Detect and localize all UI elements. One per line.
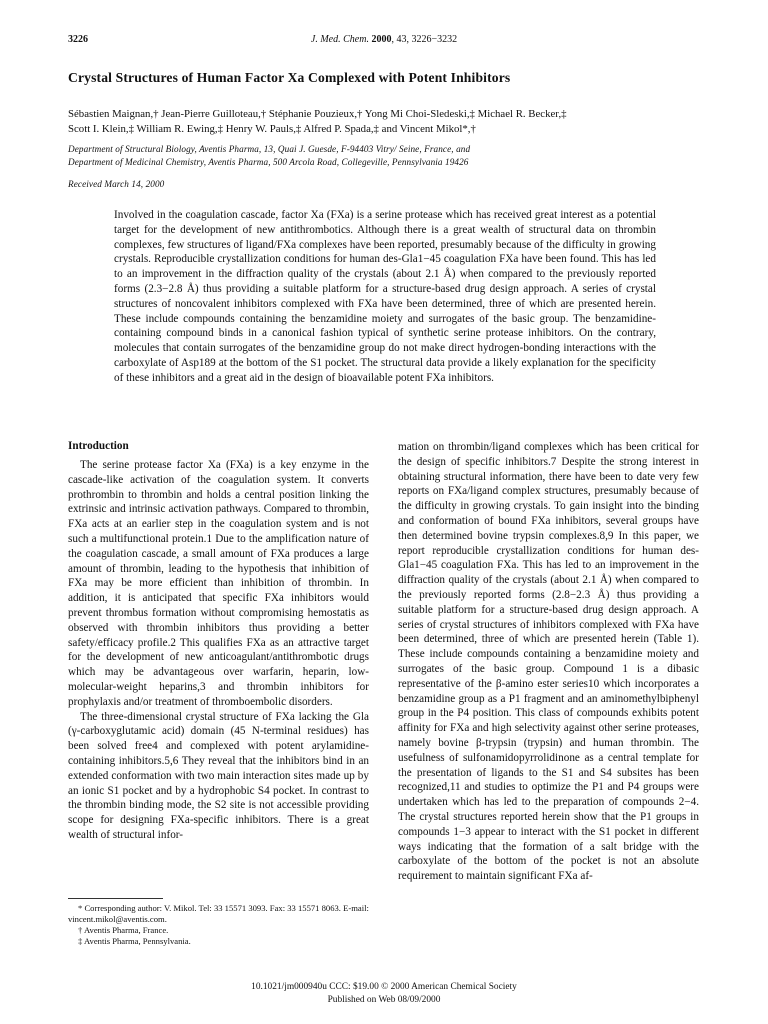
journal-citation bbox=[0, 34, 768, 45]
left-column bbox=[68, 458, 369, 843]
author-list bbox=[68, 107, 708, 136]
affiliation-line: Department of Structural Biology, Aventis Pharma, 13, Quai J. Guesde, F-94403 Vitry/ Seine, France, and bbox=[68, 144, 471, 154]
author-line: Scott I. Klein,‡ William R. Ewing,‡ Henry W. Pauls,‡ Alfred P. Spada,‡ and Vincent Mikol*,† bbox=[68, 122, 476, 135]
paragraph: The three-dimensional crystal structure of FXa lacking the Gla (γ-carboxyglutamic acid) domain (45 N-terminal residues) has been solved free4 and complexed with potent arylamidine-containing inhibitors.5,6 They reveal that the inhibitors bind in an extended conformation with two main interaction sites made up by an ionic S1 pocket and by a hydrophobic S4 pocket. In contrast to the thrombin binding mode, the S2 site is not accessible providing scope for designing FXa-specific inhibitors. There is a great wealth of structural infor- bbox=[68, 710, 369, 841]
paragraph: The serine protease factor Xa (FXa) is a key enzyme in the cascade-like activation of the coagulation system. It converts prothrombin to thrombin and holds a central position linking the extrinsic and intrinsic activation pathways. Compared to thrombin, FXa acts at an earlier step in the coagulation system and is not such a multifunctional protein.1 Due to the amplification nature of the coagulation cascade, a small amount of FXa produces a large amount of thrombin, leading to the hypothesis that inhibition of FXa may be more efficient than inhibition of thrombin. In addition, it is anticipated that specific FXa inhibitors would prevent thrombus formation without compromising hemostatis as observed with thrombin inhibitors thus providing a better safety/efficacy profile.2 This qualifies FXa as an attractive target for the development of new anticoagulant/antithrombotic drugs which may be advantageous over warfarin, heparin, low-molecular-weight heparins,3 and thrombin inhibitors for prophylaxis and/or treatment of thromboembolic disorders. bbox=[68, 459, 369, 708]
footnotes bbox=[68, 903, 369, 947]
journal-volume-pages: , 43, 3226−3232 bbox=[391, 34, 458, 45]
page-number: 3226 bbox=[68, 34, 88, 45]
right-column bbox=[398, 440, 699, 884]
footnote-corresponding: * Corresponding author: V. Mikol. Tel: 33 15571 3093. Fax: 33 15571 8063. E-mail: vincent.mikol@aventis.com. bbox=[68, 903, 369, 924]
paper-title: Crystal Structures of Human Factor Xa Complexed with Potent Inhibitors bbox=[68, 70, 511, 85]
author-line: Sébastien Maignan,† Jean-Pierre Guilloteau,† Stéphanie Pouzieux,† Yong Mi Choi-Sledeski,‡ Michael R. Becker,‡ bbox=[68, 108, 567, 120]
section-heading-introduction: Introduction bbox=[68, 440, 129, 452]
paragraph: mation on thrombin/ligand complexes which has been critical for the design of specific inhibitors.7 Despite the strong interest in obtaining structural information, there have been to date very few reports on FXa/ligand complex structures, presumably because of the difficulty in growing crystals. To gain insight into the binding and conformation of bound FXa inhibitors, several groups have then determined bovine trypsin complexes.8,9 In this paper, we report reproducible crystallization conditions for human des-Gla1−45 coagulation FXa. This has led to an improvement in the diffraction quality of the crystals (about 2.1 Å) when compared to the previously reported forms (2.8−2.3 Å) thus providing a suitable platform for a structure-based drug design approach. A series of crystal structures of inhibitors complexed with FXa have been determined, three of which are presented herein (Table 1). These include compounds containing a benzamidine moiety and surrogates of the basic group. Compound 1 is a dibasic representative of the β-amino ester series10 which incorporates a benzamidine group as a P1 fragment and an aminomethylbiphenyl group in the P4 position. This class of compounds exhibits potent affinity for FXa and high selectivity against other serine proteases, namely bovine β-trypsin (trypsin) and human thrombin. The usefulness of sulfonamidopyrrolidinone as a central template for the presentation of ligands to the S1 and S4 subsites has been recognized,11 and studies to optimize the P1 and P4 groups were undertaken which has led to the preparation of compounds 2−4. The crystal structures reported herein show that the P1 groups in compounds 1−3 appear to interact with the S1 pocket in different ways indicating that the formation of a salt bridge with the carboxylate of the bottom of the pocket is not an absolute requirement to maintain significant FXa af- bbox=[398, 441, 699, 883]
journal-name: J. Med. Chem. bbox=[310, 34, 369, 45]
published-date: Published on Web 08/09/2000 bbox=[327, 995, 441, 1005]
footnote-dagger: † Aventis Pharma, France. bbox=[78, 925, 169, 935]
affiliation-line: Department of Medicinal Chemistry, Aventis Pharma, 500 Arcola Road, Collegeville, Pennsylvania 19426 bbox=[68, 157, 469, 167]
journal-year: 2000 bbox=[371, 34, 392, 45]
footnote-rule bbox=[68, 898, 163, 899]
abstract: Involved in the coagulation cascade, factor Xa (FXa) is a serine protease which has received great interest as a potential target for the development of new antithrombotics. Although there is a great wealth of structural data on thrombin complexes, few structures of ligand/FXa complexes have been reported, presumably because of the difficulty in growing crystals. Reproducible crystallization conditions for human des-Gla1−45 coagulation FXa have been found. This has led to an improvement in the diffraction quality of the crystals (about 2.1 Å) when compared to the previously reported forms (2.3−2.8 Å) thus providing a suitable platform for a structure-based drug design approach. A series of crystal structures of noncovalent inhibitors complexed with FXa have been determined, three of which are presented herein. These include compounds containing the benzamidine moiety and surrogates of the basic group. The benzamidine-containing compound binds in a canonical fashion typical of synthetic serine protease inhibitors. On the contrary, molecules that contain surrogates of the benzamidine group do not make direct hydrogen-bonding interactions with the carboxylate of Asp189 at the bottom of the S1 pocket. The structural data provide a likely explanation for the specificity of these inhibitors and a great aid in the design of bioavailable potent FXa inhibitors. bbox=[114, 209, 656, 384]
received-date: Received March 14, 2000 bbox=[68, 179, 165, 189]
footnote-double-dagger: ‡ Aventis Pharma, Pennsylvania. bbox=[78, 936, 191, 946]
doi-copyright: 10.1021/jm000940u CCC: $19.00 © 2000 American Chemical Society bbox=[251, 982, 517, 992]
affiliations bbox=[68, 143, 708, 169]
